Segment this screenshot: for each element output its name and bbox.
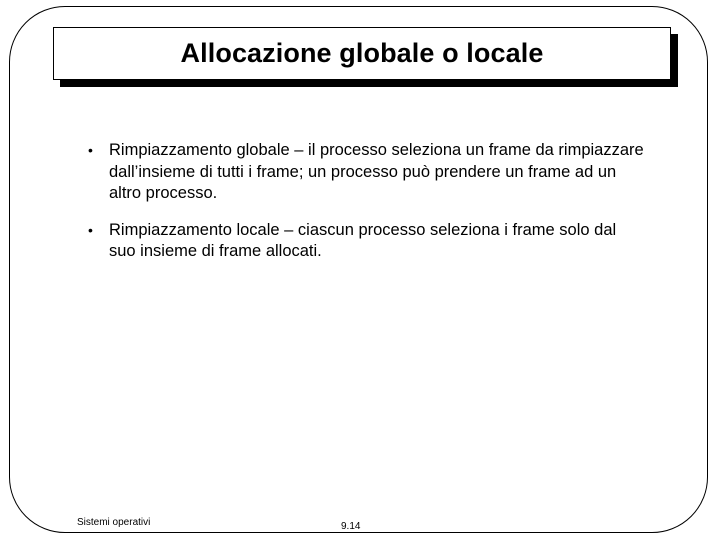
bullet-text: Rimpiazzamento globale – il processo seleziona un frame da rimpiazzare dall’insieme di tutti i frame; un processo può prendere un frame ad un altro processo.	[109, 141, 644, 202]
bullet-marker: •	[88, 221, 93, 238]
footer-page-number: 9.14	[341, 521, 361, 532]
bullet-marker: •	[88, 142, 93, 158]
bullet-text: Rimpiazzamento locale – ciascun processo seleziona i frame solo dal suo insieme di frame allocati.	[109, 220, 617, 260]
title-box	[53, 27, 671, 80]
bullet-item-local	[84, 220, 644, 263]
bullet-list	[84, 140, 644, 278]
footer-course-name: Sistemi operativi	[77, 517, 151, 528]
bullet-item-global	[84, 140, 644, 205]
slide-title: Allocazione globale o locale	[180, 38, 544, 68]
